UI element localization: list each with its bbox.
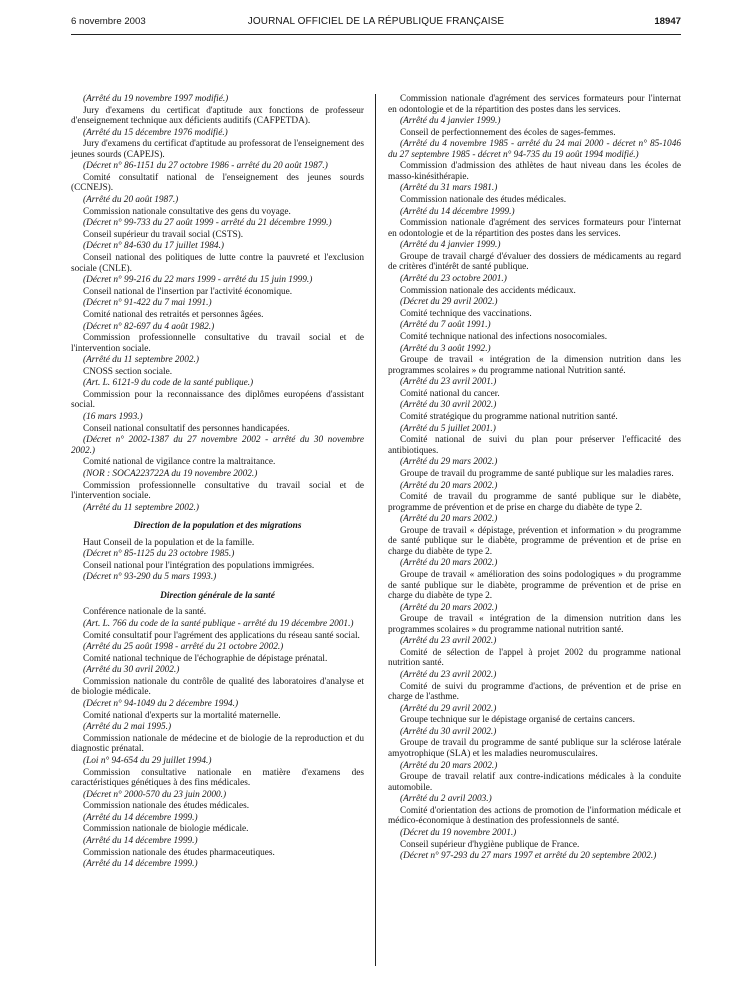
entry-title: Conférence nationale de la santé. (83, 607, 207, 618)
entry-title: Comité national de vigilance contre la maltraitance. (83, 457, 276, 468)
header-journal-title: JOURNAL OFFICIEL DE LA RÉPUBLIQUE FRANÇAISE (247, 16, 505, 27)
entry-title: Commission nationale d'agrément des services formateurs pour l'internat en odontologie et de la répartition des postes dans les services. (388, 218, 681, 239)
reference-text: (Arrêté du 4 novembre 1985 - arrêté du 24 mai 2000 - décret n° 85-1046 du 27 septembre 1985 - décret n° 94-735 du 19 août 1994 modifié.) (388, 139, 681, 160)
reference-text: (Arrêté du 30 avril 2002.) (400, 400, 497, 411)
entry-title: Conseil supérieur d'hygiène publique de France. (400, 839, 580, 850)
reference-text: (Arrêté du 30 avril 2002.) (83, 665, 180, 676)
entry-title: Commission d'admission des athlètes de haut niveau dans les écoles de masso-kinésithérapie. (388, 161, 681, 182)
reference-text: (Décret n° 85-1125 du 23 octobre 1985.) (83, 549, 235, 560)
reference-text: (NOR : SOCA223722A du 19 novembre 2002.) (83, 468, 258, 479)
entry-title: Groupe de travail « intégration de la dimension nutrition dans les programmes scolaires » du programme national nutrition santé. (388, 614, 681, 635)
reference-text: (Arrêté du 23 avril 2002.) (400, 669, 497, 680)
entry-title: Groupe technique sur le dépistage organisé de certains cancers. (400, 715, 635, 726)
reference-text: (Art. L. 766 du code de la santé publique - arrêté du 19 décembre 2001.) (83, 619, 354, 629)
reference-text: (Décret n° 2002-1387 du 27 novembre 2002 - arrêté du 30 novembre 2002.) (71, 435, 364, 456)
column-divider (375, 94, 376, 966)
reference-text: (Arrêté du 20 août 1987.) (83, 195, 179, 206)
entry-title: Comité consultatif pour l'agrément des applications du réseau santé social. (83, 630, 360, 641)
entry-title: Commission consultative nationale en matière d'examens des caractéristiques génétiques à des fins médicales. (71, 767, 364, 789)
entry-title: Groupe de travail « amélioration des soins podologiques » du programme de santé publique sur le diabète, programme de prévention et de prise en charge du diabète de type 2. (388, 570, 681, 601)
entry-title: Groupe de travail chargé d'évaluer des dossiers de médicaments au regard de critères d'intérêt de santé publique. (388, 251, 681, 273)
section-heading: Direction générale de la santé (160, 590, 275, 601)
reference-text: (Décret n° 86-1151 du 27 octobre 1986 - arrêté du 20 août 1987.) (83, 161, 328, 172)
entry-title: Commission pour la reconnaissance des diplômes européens d'assistant social. (71, 389, 364, 411)
reference-text: (Décret du 29 avril 2002.) (400, 297, 498, 308)
entry-title: Comité national technique de l'échographie de dépistage prénatal. (83, 653, 328, 664)
header-date: 6 novembre 2003 (71, 16, 146, 27)
reference-text: (Arrêté du 25 août 1998 - arrêté du 21 octobre 2002.) (83, 642, 284, 653)
reference-text: (Arrêté du 20 mars 2002.) (400, 514, 498, 525)
reference-text: (Décret du 19 novembre 2001.) (400, 827, 517, 838)
reference-text: (16 mars 1993.) (83, 412, 143, 423)
entry-title: Comité national d'experts sur la mortalité maternelle. (83, 710, 281, 721)
reference-text: (Décret n° 94-1049 du 2 décembre 1994.) (83, 699, 239, 710)
reference-text: (Arrêté du 19 novembre 1997 modifié.) (83, 94, 229, 104)
entry-title: Comité stratégique du programme national nutrition santé. (400, 412, 618, 423)
entry-title: Groupe de travail du programme de santé publique sur la sclérose latérale amyotrophique (SLA) et les maladies neuromusculaires. (388, 738, 681, 759)
reference-text: (Arrêté du 20 mars 2002.) (400, 760, 498, 771)
left-column (71, 94, 364, 871)
reference-text: (Décret n° 93-290 du 5 mars 1993.) (83, 572, 217, 583)
right-column (388, 94, 681, 863)
reference-text: (Arrêté du 15 décembre 1976 modifié.) (83, 127, 228, 138)
entry-title: Groupe de travail « intégration de la dimension nutrition dans les programmes scolaires » du programme national Nutrition santé. (388, 355, 681, 376)
entry-title: Commission nationale des études pharmaceutiques. (83, 847, 275, 858)
reference-text: (Arrêté du 14 décembre 1999.) (83, 812, 198, 823)
entry-title: Conseil supérieur du travail social (CSTS). (83, 229, 244, 240)
entry-title: Groupe de travail relatif aux contre-indications médicales à la conduite automobile. (388, 772, 681, 793)
entry-title: Commission professionnelle consultative du travail social et de l'intervention sociale. (71, 333, 364, 354)
entry-title: Commission nationale des études médicales. (83, 801, 250, 812)
entry-title: Comité national du cancer. (400, 388, 500, 399)
entry-title: Commission nationale de médecine et de biologie de la reproduction et du diagnostic prénatal. (71, 733, 364, 755)
reference-text: (Arrêté du 14 décembre 1999.) (83, 859, 198, 870)
reference-text: (Arrêté du 4 janvier 1999.) (400, 240, 501, 251)
reference-text: (Arrêté du 31 mars 1981.) (400, 183, 498, 194)
reference-text: (Arrêté du 11 septembre 2002.) (83, 502, 199, 513)
reference-text: (Arrêté du 20 mars 2002.) (400, 480, 498, 491)
reference-text: (Loi n° 94-654 du 29 juillet 1994.) (83, 755, 212, 766)
reference-text: (Arrêté du 4 janvier 1999.) (400, 116, 501, 127)
reference-text: (Arrêté du 20 mars 2002.) (400, 602, 498, 613)
header-page-number: 18947 (654, 16, 681, 27)
running-header (71, 16, 681, 30)
entry-title: Commission nationale de biologie médicale. (83, 824, 249, 835)
entry-title: Commission nationale du contrôle de qualité des laboratoires d'analyse et de biologie médicale. (71, 676, 364, 698)
entry-title: Commission nationale d'agrément des services formateurs pour l'internat en odontologie et de la répartition des postes dans les services. (388, 94, 681, 115)
reference-text: (Décret n° 99-733 du 27 août 1999 - arrêté du 21 décembre 1999.) (83, 218, 332, 229)
entry-title: CNOSS section sociale. (83, 366, 173, 377)
reference-text: (Décret n° 99-216 du 22 mars 1999 - arrêté du 15 juin 1999.) (83, 275, 313, 286)
reference-text: (Décret n° 82-697 du 4 août 1982.) (83, 321, 215, 332)
entry-title: Comité de sélection de l'appel à projet 2002 du programme national nutrition santé. (388, 647, 681, 669)
entry-title: Jury d'examens du certificat d'aptitude au professorat de l'enseignement des jeunes sourds (CAPEJS). (71, 139, 364, 160)
reference-text: (Arrêté du 23 octobre 2001.) (400, 274, 507, 285)
section-heading: Direction de la population et des migrations (133, 521, 302, 532)
entry-title: Haut Conseil de la population et de la famille. (83, 537, 255, 548)
entry-title: Comité national de suivi du plan pour préserver l'efficacité des antibiotiques. (388, 435, 681, 456)
reference-text: (Arrêté du 23 avril 2002.) (400, 636, 497, 647)
entry-title: Conseil de perfectionnement des écoles de sages-femmes. (400, 127, 616, 138)
entry-title: Comité de travail du programme de santé publique sur le diabète, programme de prévention et de prise en charge du diabète de type 2. (388, 492, 681, 513)
entry-title: Jury d'examens du certificat d'aptitude aux fonctions de professeur d'enseignement technique aux déficients auditifs (CAFPETDA). (71, 105, 364, 127)
entry-title: Comité de suivi du programme d'actions, de prévention et de prise en charge de l'asthme. (388, 681, 681, 703)
entry-title: Conseil national consultatif des personnes handicapées. (83, 423, 290, 434)
entry-title: Comité technique des vaccinations. (400, 308, 532, 319)
reference-text: (Arrêté du 11 septembre 2002.) (83, 355, 199, 366)
entry-title: Comité national des retraités et personnes âgées. (83, 309, 264, 320)
entry-title: Commission nationale des études médicales. (400, 195, 567, 206)
reference-text: (Décret n° 91-422 du 7 mai 1991.) (83, 298, 212, 309)
entry-title: Conseil national des politiques de lutte contre la pauvreté et l'exclusion sociale (CNLE). (71, 253, 364, 274)
reference-text: (Art. L. 6121-9 du code de la santé publique.) (83, 378, 254, 389)
entry-title: Comité d'orientation des actions de promotion de l'information médicale et médico-économique à destination des professionnels de santé. (388, 805, 681, 827)
entry-title: Commission professionnelle consultative du travail social et de l'intervention sociale. (71, 480, 364, 502)
entry-title: Comité technique national des infections nosocomiales. (400, 332, 608, 342)
header-rule (71, 34, 681, 35)
reference-text: (Décret n° 84-630 du 17 juillet 1984.) (83, 241, 224, 252)
entry-title: Commission nationale consultative des gens du voyage. (83, 206, 291, 217)
reference-text: (Arrêté du 30 avril 2002.) (400, 726, 497, 737)
entry-title: Conseil national de l'insertion par l'activité économique. (83, 286, 293, 297)
reference-text: (Arrêté du 5 juillet 2001.) (400, 423, 496, 434)
reference-text: (Arrêté du 29 avril 2002.) (400, 703, 497, 714)
entry-title: Conseil national pour l'intégration des populations immigrées. (83, 560, 315, 571)
reference-text: (Décret n° 97-293 du 27 mars 1997 et arrêté du 20 septembre 2002.) (400, 851, 657, 862)
reference-text: (Arrêté du 23 avril 2001.) (400, 377, 497, 388)
entry-title: Commission nationale des accidents médicaux. (400, 285, 576, 296)
entry-title: Groupe de travail « dépistage, prévention et information » du programme de santé publique sur le diabète, programme de prévention et de prise en charge du diabète de type 2. (388, 525, 681, 557)
reference-text: (Arrêté du 2 avril 2003.) (400, 794, 492, 805)
entry-title: Groupe de travail du programme de santé publique sur les maladies rares. (400, 468, 674, 479)
reference-text: (Arrêté du 29 mars 2002.) (400, 457, 498, 468)
reference-text: (Arrêté du 14 décembre 1999.) (400, 206, 515, 217)
reference-text: (Décret n° 2000-570 du 23 juin 2000.) (83, 789, 227, 800)
reference-text: (Arrêté du 3 août 1992.) (400, 343, 491, 354)
reference-text: (Arrêté du 7 août 1991.) (400, 320, 491, 331)
reference-text: (Arrêté du 2 mai 1995.) (83, 722, 172, 733)
reference-text: (Arrêté du 14 décembre 1999.) (83, 836, 198, 846)
entry-title: Comité consultatif national de l'enseignement des jeunes sourds (CCNEJS). (71, 172, 364, 194)
reference-text: (Arrêté du 20 mars 2002.) (400, 558, 498, 569)
